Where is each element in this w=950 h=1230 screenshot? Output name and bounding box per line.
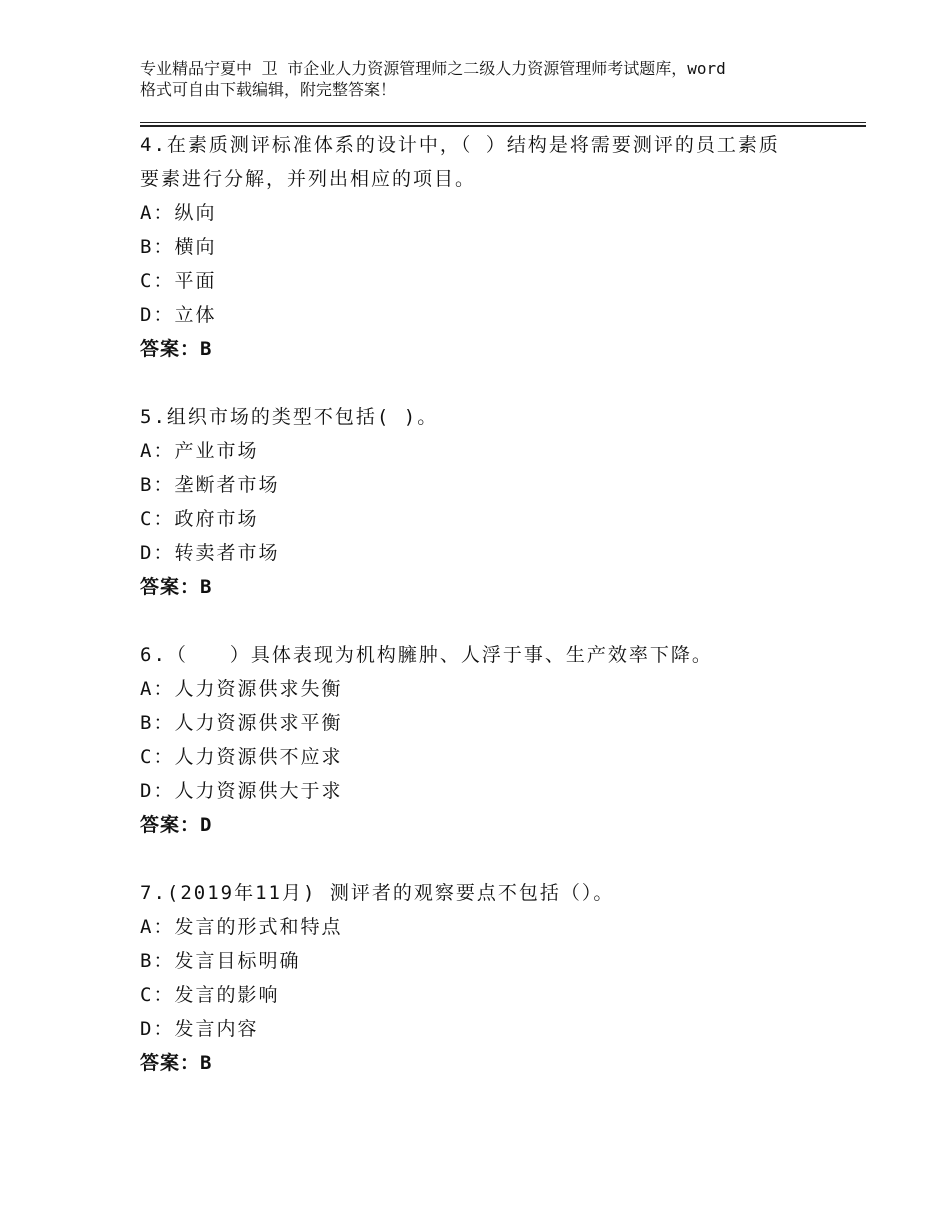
answer-label: 答案：B <box>140 1052 213 1074</box>
option-c: C：人力资源供不应求 <box>140 746 343 768</box>
question-stem-line: 6.（ ）具体表现为机构臃肿、人浮于事、生产效率下降。 <box>140 644 713 666</box>
header-line-2: 格式可自由下载编辑，附完整答案！ <box>140 80 397 99</box>
question-6 <box>140 638 866 842</box>
option-d: D：发言内容 <box>140 1018 259 1040</box>
option-c: C：平面 <box>140 270 217 292</box>
question-stem-line: 要素进行分解，并列出相应的项目。 <box>140 168 477 190</box>
option-d: D：人力资源供大于求 <box>140 780 343 802</box>
option-c: C：发言的影响 <box>140 984 280 1006</box>
answer-label: 答案：B <box>140 576 213 598</box>
header-rule-thick <box>140 125 866 127</box>
answer-label: 答案：D <box>140 814 213 836</box>
header-line-1: 专业精品宁夏中 卫 市企业人力资源管理师之二级人力资源管理师考试题库，word <box>140 59 726 78</box>
option-b: B：发言目标明确 <box>140 950 301 972</box>
header-rule-thin <box>140 122 866 123</box>
question-stem-line: 7.(2019年11月) 测评者的观察要点不包括（）。 <box>140 882 615 904</box>
option-b: B：垄断者市场 <box>140 474 280 496</box>
question-4 <box>140 128 866 366</box>
question-list <box>140 128 866 1114</box>
question-stem <box>140 876 866 910</box>
question-stem <box>140 128 866 196</box>
option-a: A：产业市场 <box>140 440 259 462</box>
option-b: B：横向 <box>140 236 217 258</box>
option-c: C：政府市场 <box>140 508 259 530</box>
question-stem-line: 5.组织市场的类型不包括( )。 <box>140 406 439 428</box>
option-a: A：纵向 <box>140 202 217 224</box>
question-7 <box>140 876 866 1080</box>
option-a: A：发言的形式和特点 <box>140 916 343 938</box>
answer-label: 答案：B <box>140 338 213 360</box>
question-stem-line: 4.在素质测评标准体系的设计中，（ ）结构是将需要测评的员工素质 <box>140 134 780 156</box>
option-b: B：人力资源供求平衡 <box>140 712 343 734</box>
option-d: D：转卖者市场 <box>140 542 280 564</box>
question-5 <box>140 400 866 604</box>
option-a: A：人力资源供求失衡 <box>140 678 343 700</box>
document-header <box>140 58 840 100</box>
option-d: D：立体 <box>140 304 217 326</box>
question-stem <box>140 400 866 434</box>
question-stem <box>140 638 866 672</box>
